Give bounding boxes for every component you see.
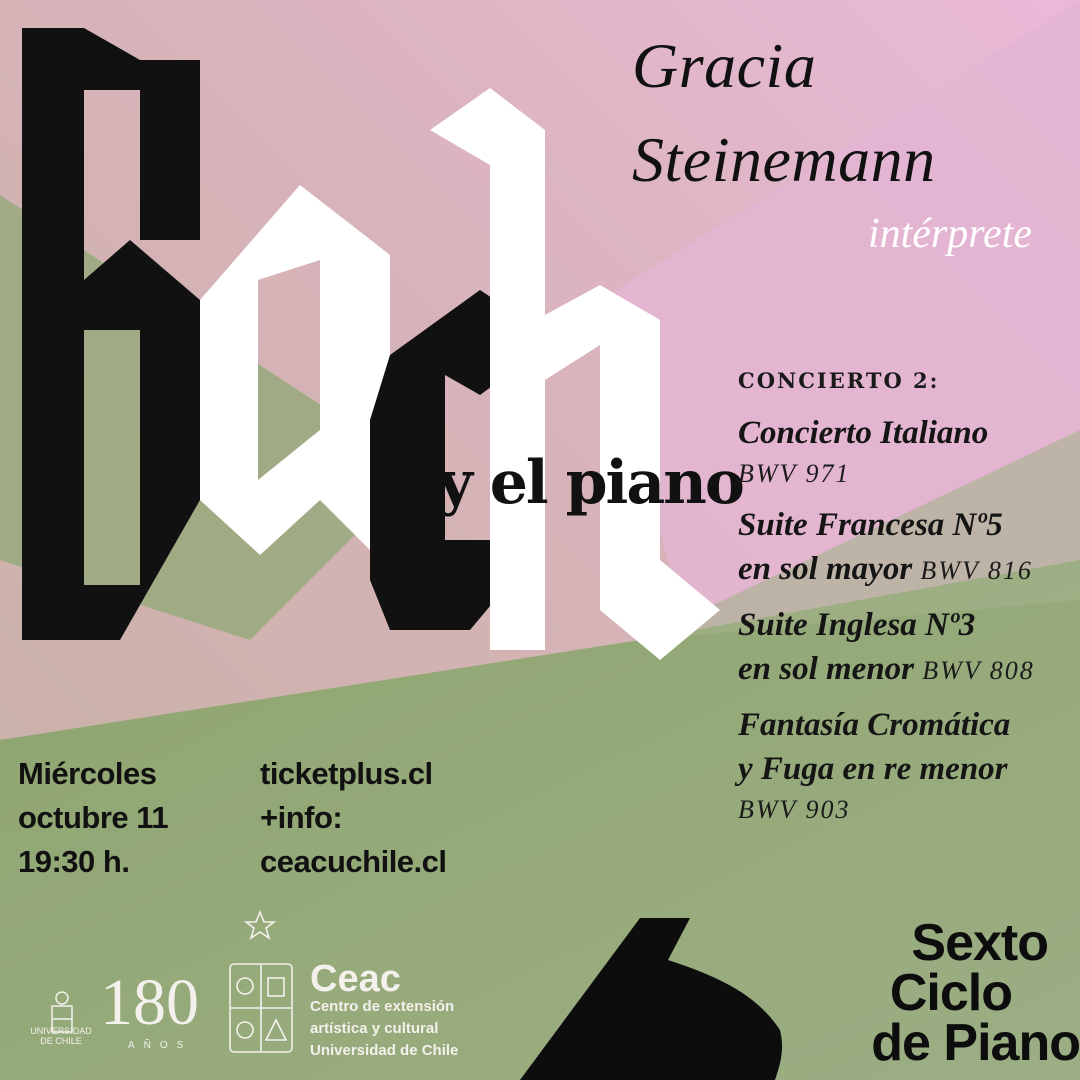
ceac-logo-name: Ceac [310, 958, 401, 1000]
piece-bwv: BWV 971 [738, 459, 851, 488]
performer-role: intérprete [867, 211, 1032, 257]
piece-bwv: BWV 816 [920, 556, 1033, 585]
title-subtitle: y el piano [438, 448, 743, 518]
series-line2: Ciclo [889, 964, 1012, 1022]
piece-title: Fantasía Cromática [738, 707, 1011, 743]
info-label: +info: [260, 800, 343, 835]
ticket-info [260, 752, 447, 884]
university-name: UNIVERSIDAD DE CHILE [30, 1026, 92, 1046]
ceac-line: Centro de extensión [310, 998, 455, 1015]
program-piece [738, 503, 1078, 593]
ticket-site-link[interactable]: ticketplus.cl [260, 756, 433, 791]
series-line1: Sexto [911, 914, 1048, 972]
performer-first-name: Gracia [632, 30, 817, 101]
anniversary-word: AÑOS [128, 1040, 193, 1051]
piece-bwv: BWV 903 [738, 795, 851, 824]
program-heading: CONCIERTO 2: [738, 368, 940, 393]
sponsor-logos [24, 908, 494, 1068]
piece-title: Suite Inglesa Nº3 [738, 607, 976, 643]
program-piece [738, 703, 1078, 829]
program [738, 368, 1078, 839]
event-datetime [18, 752, 168, 884]
piece-key: en sol mayor [738, 551, 913, 587]
piece-bwv: BWV 808 [922, 656, 1035, 685]
piece-title-line2 [738, 547, 1078, 593]
event-day: Miércoles [18, 756, 157, 791]
event-date: octubre 11 [18, 800, 169, 835]
ceac-line: artística y cultural [310, 1020, 439, 1037]
piece-key: en sol menor [738, 651, 915, 687]
event-time: 19:30 h. [18, 844, 130, 879]
info-site-link[interactable]: ceacuchile.cl [260, 844, 447, 879]
piece-title: Suite Francesa Nº5 [738, 507, 1003, 543]
program-piece [738, 603, 1078, 693]
piece-title-line2 [738, 647, 1078, 693]
piece-title: Concierto Italiano [738, 415, 989, 451]
series-line3: de Piano [871, 1014, 1080, 1072]
performer-last-name: Steinemann [632, 124, 936, 195]
piece-title-line2: y Fuga en re menor [738, 751, 1008, 787]
program-piece [738, 411, 1078, 493]
series-title [788, 914, 1080, 1072]
ceac-line: Universidad de Chile [310, 1042, 459, 1059]
anniversary-number: 180 [100, 966, 199, 1039]
